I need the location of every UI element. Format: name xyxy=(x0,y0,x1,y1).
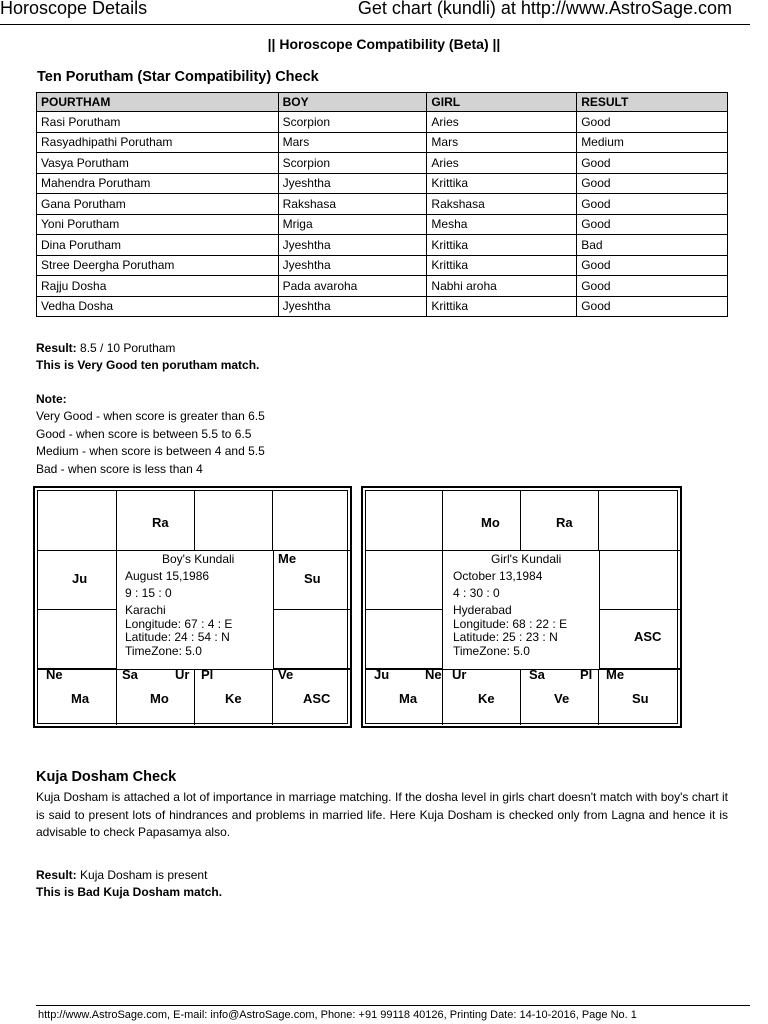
cell-girl: Aries xyxy=(427,112,577,133)
porutham-verdict: This is Very Good ten porutham match. xyxy=(36,358,260,372)
table-row xyxy=(37,173,728,194)
column-header-girl: GIRL xyxy=(427,93,577,112)
longitude: Longitude: 67 : 4 : E xyxy=(125,617,233,631)
planet-ma: Ma xyxy=(399,691,418,706)
planet-ve: Ve xyxy=(554,691,570,706)
cell-girl: Aries xyxy=(427,153,577,174)
result-label: Result: xyxy=(36,341,77,355)
cell-boy: Pada avaroha xyxy=(278,276,427,297)
girl-kundali-chart xyxy=(361,486,682,728)
cell-result: Good xyxy=(577,255,728,276)
cell-porutham: Dina Porutham xyxy=(37,235,279,256)
timezone: TimeZone: 5.0 xyxy=(453,644,530,658)
house-cell xyxy=(599,491,681,551)
planet-ra: Ra xyxy=(152,515,169,530)
birth-date: October 13,1984 xyxy=(453,569,543,583)
planet-asc: ASC xyxy=(303,691,331,706)
cell-result: Medium xyxy=(577,132,728,153)
latitude: Latitude: 24 : 54 : N xyxy=(125,630,230,644)
cell-result: Good xyxy=(577,296,728,317)
cell-porutham: Rasi Porutham xyxy=(37,112,279,133)
planet-mo: Mo xyxy=(150,691,169,706)
planet-su: Su xyxy=(632,691,649,706)
kuja-description: Kuja Dosham is attached a lot of importance in marriage matching. If the dosha level in girls chart doesn't match with boy's chart it is said to present lots of hindrances and problems in married life. Here Kuja Dosham is checked only from Lagna and hence it is advisable to check Papasamya also. xyxy=(36,790,728,839)
house-cell xyxy=(38,491,117,551)
chart-title: Girl's Kundali xyxy=(491,552,562,566)
birth-place: Hyderabad xyxy=(453,603,512,617)
house-cell xyxy=(195,491,273,551)
cell-girl: Krittika xyxy=(427,255,577,276)
note-line: Good - when score is between 5.5 to 6.5 xyxy=(36,427,252,441)
birth-time: 4 : 30 : 0 xyxy=(453,586,500,600)
cell-porutham: Stree Deergha Porutham xyxy=(37,255,279,276)
cell-girl: Krittika xyxy=(427,296,577,317)
planet-asc: ASC xyxy=(634,629,662,644)
cell-boy: Jyeshtha xyxy=(278,296,427,317)
note-line: Bad - when score is less than 4 xyxy=(36,462,203,476)
cell-boy: Jyeshtha xyxy=(278,255,427,276)
cell-result: Good xyxy=(577,173,728,194)
column-header-pourtham: POURTHAM xyxy=(37,93,279,112)
planet-ra: Ra xyxy=(556,515,573,530)
boy-kundali-chart xyxy=(33,486,352,728)
cell-girl: Krittika xyxy=(427,173,577,194)
cell-girl: Rakshasa xyxy=(427,194,577,215)
table-row xyxy=(37,235,728,256)
cell-result: Good xyxy=(577,214,728,235)
house-cell xyxy=(599,551,681,610)
timezone: TimeZone: 5.0 xyxy=(125,644,202,658)
planet-ur: Ur xyxy=(452,667,467,682)
table-row xyxy=(37,194,728,215)
cell-result: Good xyxy=(577,112,728,133)
planet-ke: Ke xyxy=(478,691,495,706)
footer-divider xyxy=(36,1005,750,1006)
cell-boy: Rakshasa xyxy=(278,194,427,215)
column-header-result: RESULT xyxy=(577,93,728,112)
cell-boy: Mars xyxy=(278,132,427,153)
header-divider xyxy=(0,24,750,25)
house-cell xyxy=(366,551,443,610)
boy-chart-frame xyxy=(37,490,348,724)
header-link[interactable]: Get chart (kundli) at http://www.AstroSage.com xyxy=(357,0,732,18)
cell-result: Bad xyxy=(577,235,728,256)
house-cell xyxy=(366,610,443,669)
cell-boy: Mriga xyxy=(278,214,427,235)
cell-girl: Krittika xyxy=(427,235,577,256)
table-row xyxy=(37,276,728,297)
planet-ju: Ju xyxy=(72,571,88,586)
cell-porutham: Vasya Porutham xyxy=(37,153,279,174)
cell-porutham: Mahendra Porutham xyxy=(37,173,279,194)
cell-porutham: Vedha Dosha xyxy=(37,296,279,317)
cell-result: Good xyxy=(577,276,728,297)
planet-me: Me xyxy=(606,667,625,682)
table-row xyxy=(37,296,728,317)
birth-time: 9 : 15 : 0 xyxy=(125,586,172,600)
cell-girl: Nabhi aroha xyxy=(427,276,577,297)
planet-pl: Pl xyxy=(580,667,593,682)
cell-porutham: Yoni Porutham xyxy=(37,214,279,235)
footer-text: http://www.AstroSage.com, E-mail: info@AstroSage.com, Phone: +91 99118 40126, Printing Date: 14-10-2016, Page No. 1 xyxy=(38,1009,637,1021)
result-value: 8.5 / 10 Porutham xyxy=(80,341,176,355)
planet-sa: Sa xyxy=(122,667,138,682)
girl-chart-frame xyxy=(365,490,678,724)
planet-mo: Mo xyxy=(481,515,500,530)
planet-pl: Pl xyxy=(201,667,214,682)
cell-girl: Mesha xyxy=(427,214,577,235)
table-row xyxy=(37,153,728,174)
kuja-result xyxy=(36,867,207,884)
chart-title: Boy's Kundali xyxy=(162,552,235,566)
cell-result: Good xyxy=(577,153,728,174)
planet-ke: Ke xyxy=(225,691,242,706)
porutham-result xyxy=(36,340,175,357)
house-cell xyxy=(38,610,117,669)
table-row xyxy=(37,112,728,133)
house-cell xyxy=(273,610,351,669)
planet-ju: Ju xyxy=(374,667,390,682)
note-label: Note: xyxy=(36,392,67,406)
table-row xyxy=(37,214,728,235)
table-row xyxy=(37,255,728,276)
birth-place: Karachi xyxy=(125,603,166,617)
cell-porutham: Rasyadhipathi Porutham xyxy=(37,132,279,153)
cell-boy: Jyeshtha xyxy=(278,173,427,194)
table-row xyxy=(37,132,728,153)
house-cell xyxy=(366,491,443,551)
planet-me: Me xyxy=(278,551,297,566)
planet-su: Su xyxy=(304,571,321,586)
page-title: || Horoscope Compatibility (Beta) || xyxy=(267,36,501,52)
planet-ve: Ve xyxy=(278,667,294,682)
cell-result: Good xyxy=(577,194,728,215)
kuja-result-value: Kuja Dosham is present xyxy=(80,868,208,882)
cell-boy: Jyeshtha xyxy=(278,235,427,256)
note-line: Medium - when score is between 4 and 5.5 xyxy=(36,444,265,458)
cell-porutham: Gana Porutham xyxy=(37,194,279,215)
house-cell xyxy=(273,491,351,551)
planet-ne: Ne xyxy=(46,667,63,682)
cell-porutham: Rajju Dosha xyxy=(37,276,279,297)
porutham-heading: Ten Porutham (Star Compatibility) Check xyxy=(37,69,319,85)
kuja-heading: Kuja Dosham Check xyxy=(36,769,177,785)
longitude: Longitude: 68 : 22 : E xyxy=(453,617,568,631)
kuja-result-label: Result: xyxy=(36,868,77,882)
header-site-title: Horoscope Details xyxy=(0,0,148,18)
cell-boy: Scorpion xyxy=(278,112,427,133)
porutham-table xyxy=(36,92,728,317)
cell-girl: Mars xyxy=(427,132,577,153)
planet-ur: Ur xyxy=(175,667,190,682)
cell-boy: Scorpion xyxy=(278,153,427,174)
planet-ma: Ma xyxy=(71,691,90,706)
birth-date: August 15,1986 xyxy=(125,569,210,583)
kuja-verdict: This is Bad Kuja Dosham match. xyxy=(36,885,223,899)
table-header-row xyxy=(37,93,728,112)
column-header-boy: BOY xyxy=(278,93,427,112)
note-line: Very Good - when score is greater than 6.5 xyxy=(36,409,265,423)
planet-ne: Ne xyxy=(425,667,442,682)
latitude: Latitude: 25 : 23 : N xyxy=(453,630,558,644)
planet-sa: Sa xyxy=(529,667,545,682)
